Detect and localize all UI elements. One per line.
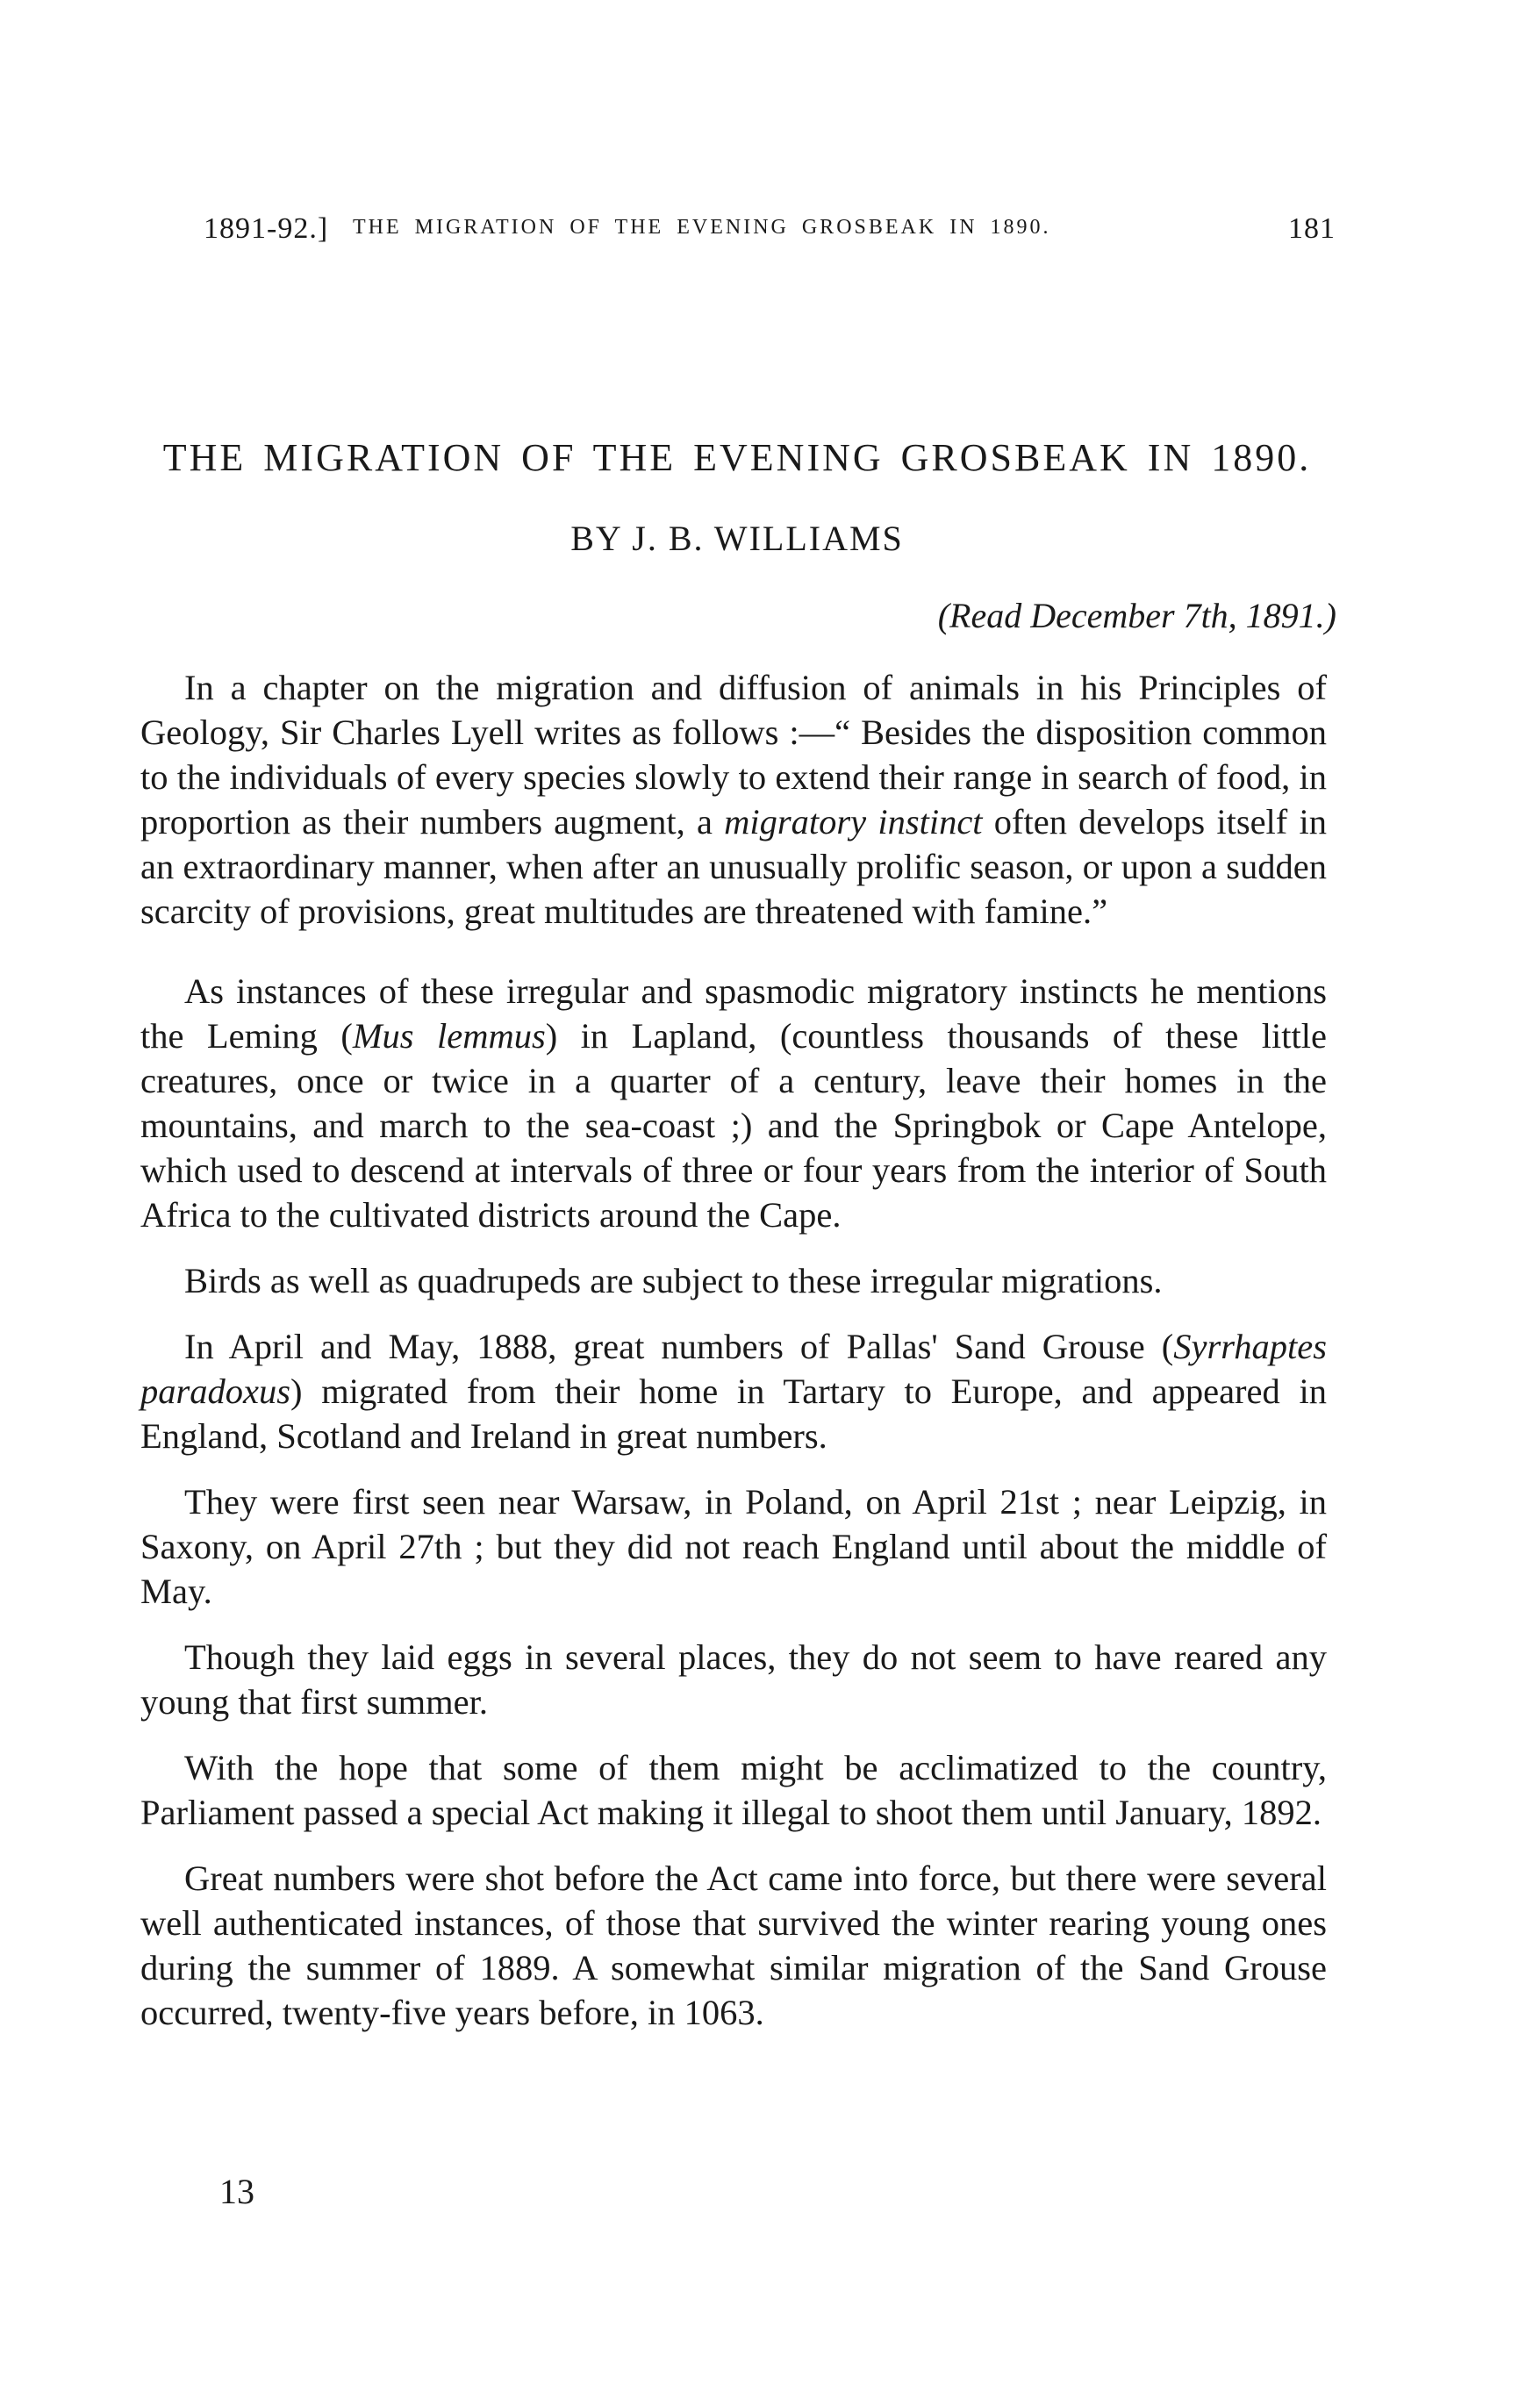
paragraph-2-emphasis: Mus lemmus (352, 1016, 546, 1056)
paragraph-6: Though they laid eggs in several places, they do not seem to have reared any young that first summer. (140, 1637, 1327, 1722)
paragraph-4-emphasis: Syrrhaptes paradoxus (140, 1327, 1327, 1411)
paragraph-1 (140, 665, 1327, 934)
running-head (204, 212, 1336, 256)
page-number: 181 (1288, 212, 1336, 245)
paragraph-1-text-a: In a chapter on the migration and diffusion of animals in his Principles of Geology, Sir Charles Lyell writes as follows :—“ Besides the disposition common to the individuals of every species slowly to extend their range in search of food, in proportion as their numbers augment, a (140, 668, 1327, 841)
article-title: THE MIGRATION OF THE EVENING GROSBEAK IN 1890. (162, 436, 1312, 479)
paragraph-2 (140, 969, 1327, 1237)
running-head-title: THE MIGRATION OF THE EVENING GROSBEAK IN 1890. (353, 216, 1051, 239)
paragraph-2-text-b: ) in Lapland, (countless thousands of these little creatures, once or twice in a quarter of a century, leave their homes in the mountains, and march to the sea-coast ;) and the Springbok or Cape Antelope, which used to descend at intervals of three or four years from the interior of South Africa to the cultivated districts around the Cape. (140, 1016, 1327, 1235)
paragraph-2-text-a: As instances of these irregular and spasmodic migratory instincts he mentions the Leming ( (140, 971, 1327, 1056)
paragraph-4-text-a: In April and May, 1888, great numbers of Pallas' Sand Grouse ( (184, 1327, 1174, 1366)
folio-signature: 13 (219, 2172, 254, 2211)
paragraph-5: They were first seen near Warsaw, in Poland, on April 21st ; near Leipzig, in Saxony, on April 27th ; but they did not reach England until about the middle of May. (140, 1482, 1327, 1611)
article-body (140, 665, 1327, 2056)
paragraph-1-emphasis: migratory instinct (724, 802, 983, 841)
read-date: (Read December 7th, 1891.) (937, 596, 1336, 635)
paragraph-4-text-b: ) migrated from their home in Tartary to Europe, and appeared in England, Scotland and Ireland in great numbers. (140, 1371, 1327, 1456)
paragraph-7: With the hope that some of them might be acclimatized to the country, Parliament passed a special Act making it illegal to shoot them until January, 1892. (140, 1748, 1327, 1832)
paragraph-3: Birds as well as quadrupeds are subject to these irregular migrations. (184, 1261, 1163, 1300)
paragraph-4 (140, 1324, 1327, 1458)
running-head-volume: 1891-92.] (204, 212, 329, 245)
author-byline: BY J. B. WILLIAMS (570, 519, 904, 558)
paragraph-1-text-b: often develops itself in an extraordinary manner, when after an unusually prolific season, or upon a sudden scarcity of provisions, great multitudes are threatened with famine.” (140, 802, 1327, 931)
paragraph-8: Great numbers were shot before the Act came into force, but there were several well authenticated instances, of those that survived the winter rearing young ones during the summer of 1889. A somewhat similar migration of the Sand Grouse occurred, twenty-five years before, in 1063. (140, 1858, 1327, 2032)
